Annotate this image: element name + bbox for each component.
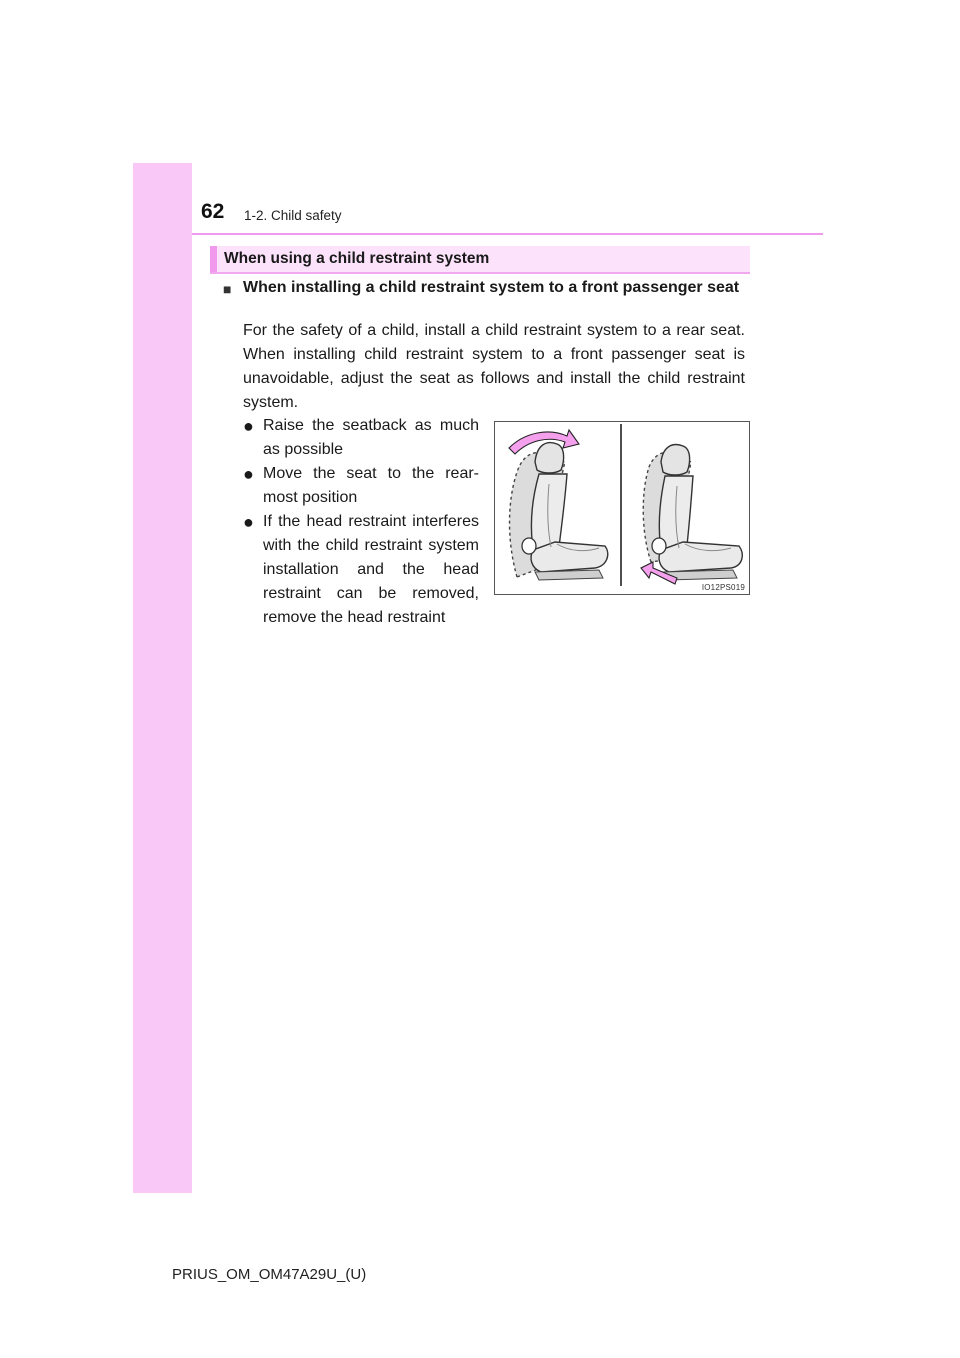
side-tab-band	[133, 163, 192, 1193]
bullet-dot-icon: ●	[243, 464, 254, 484]
bullet-dot-icon: ●	[243, 416, 254, 436]
footer-doc-id: PRIUS_OM_OM47A29U_(U)	[172, 1266, 367, 1283]
seat-recline-illustration	[510, 443, 608, 580]
seat-illustration	[495, 422, 749, 594]
square-bullet-icon: ■	[223, 281, 232, 297]
seat-adjustment-figure	[494, 421, 750, 595]
subsection-heading	[210, 246, 750, 274]
subsection-title: When using a child restraint system	[224, 250, 490, 267]
list-item: ● If the head restraint interferes with the child restraint system installation and the head restraint can be removed, remove the head restraint	[243, 512, 479, 626]
list-item: ● Move the seat to the rear-most position	[243, 464, 479, 506]
page-number: 62	[201, 200, 225, 223]
topic-heading: When installing a child restraint system to a front passenger seat	[243, 279, 740, 296]
body-paragraph: For the safety of a child, install a child restraint system to a rear seat. When installing child restraint system to a front passenger seat is unavoidable, adjust the seat as follows and install the child restraint system.	[243, 322, 745, 411]
header-divider	[192, 233, 823, 235]
list-item: ● Raise the seatback as much as possible	[243, 416, 479, 458]
seat-slide-illustration	[643, 445, 742, 580]
figure-code: IO12PS019	[701, 583, 745, 592]
section-title: 1-2. Child safety	[244, 208, 342, 223]
subsection-accent-bar	[210, 246, 217, 272]
bullet-dot-icon: ●	[243, 512, 254, 532]
instruction-list	[243, 414, 479, 630]
